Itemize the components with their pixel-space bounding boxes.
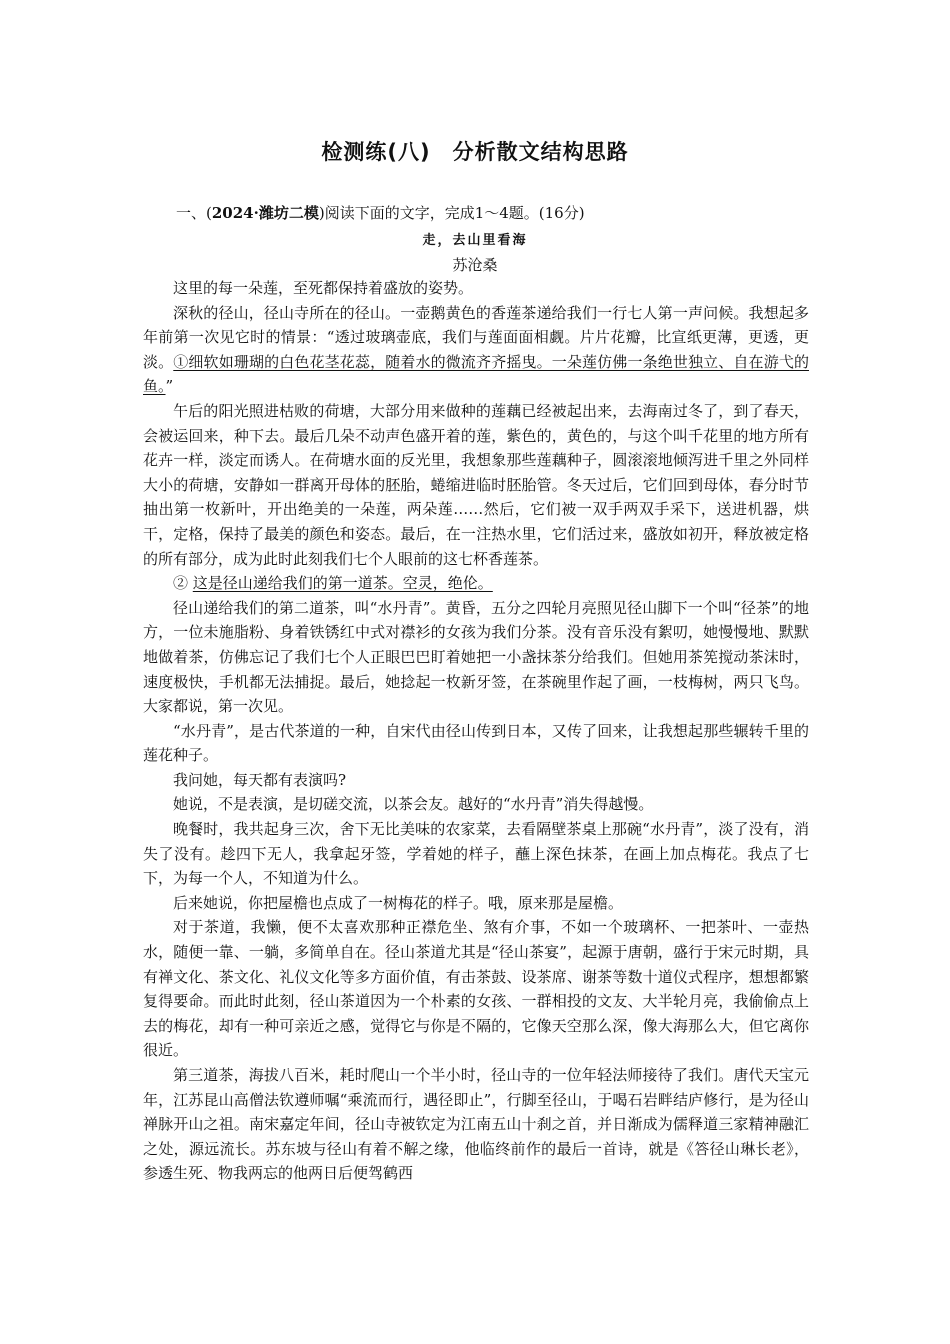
paragraph: 她说，不是表演，是切磋交流，以茶会友。越好的“水丹青”消失得越慢。 — [173, 795, 654, 814]
paragraph: 第三道茶，海拔八百米，耗时爬山一个半小时，径山寺的一位年轻法师接待了我们。唐代天宝元年，江苏昆山高僧法钦遵师嘱“乘流而行，遇径即止”，行脚至径山，于喝石岩畔结庐修行，是为径山禅脉开山之祖。南宋嘉定年间，径山寺被钦定为江南五山十刹之首，并日渐成为儒释道三家精神融汇之处，源远流长。苏东坡与径山有着不解之缘，他临终前作的最后一首诗，就是《答径山琳长老》，参透生死、物我两忘的他两日后便驾鹤西 — [143, 1066, 809, 1183]
sentence-number-2: ② — [173, 574, 193, 593]
article-body — [143, 276, 809, 1186]
closing-quote: ” — [165, 377, 174, 396]
paragraph: 午后的阳光照进枯败的荷塘，大部分用来做种的莲藕已经被起出来，去海南过冬了，到了春天，会被运回来，种下去。最后几朵不动声色盛开着的莲，紫色的，黄色的，与这个叫千花里的地方所有花卉一样，淡定而诱人。在荷塘水面的反光里，我想象那些莲藕种子，圆滚滚地倾泻进千里之外同样大小的荷塘，安静如一群离开母体的胚胎，蜷缩进临时胚胎管。冬天过后，它们回到母体，春分时节抽出第一枚新叶，开出绝美的一朵莲，两朵莲……然后，它们被一双手两双手采下，送进机器，烘干，定格，保持了最美的颜色和姿态。最后，在一注热水里，它们活过来，盛放如初开，释放被定格的所有部分，成为此时此刻我们七个人眼前的这七杯香莲茶。 — [143, 401, 809, 568]
paragraph: 对于茶道，我懒，便不太喜欢那种正襟危坐、煞有介事，不如一个玻璃杯、一把茶叶、一壶热水，随便一靠、一躺，多简单自在。径山茶道尤其是“径山茶宴”，起源于唐朝，盛行于宋元时期，具有禅文化、茶文化、礼仪文化等多方面价值，有击茶鼓、设茶席、谢茶等数十道仪式程序，想想都繁复得要命。而此时此刻，径山茶道因为一个朴素的女孩、一群相投的文友、大半轮月亮，我偷偷点上去的梅花，却有一种可亲近之感，觉得它与你是不隔的，它像天空那么深，像大海那么大，但它离你很近。 — [143, 918, 809, 1060]
intro-prefix: 一、( — [176, 204, 212, 222]
paragraph: 后来她说，你把屋檐也点成了一树梅花的样子。哦，原来那是屋檐。 — [173, 893, 624, 912]
intro-suffix: )阅读下面的文字，完成1～4题。(16分) — [318, 204, 585, 222]
paragraph-text: 深秋的径山，径山寺所在的径山。一壶鹅黄色的香莲茶递给我们一行七人第一声问候。我想起多年前第一次见它时的情景：“透过玻璃壶底，我们与莲面面相觑。片片花瓣，比宣纸更薄，更透，更淡。 — [143, 303, 809, 371]
article-author: 苏沧桑 — [452, 256, 498, 274]
paragraph: 径山递给我们的第二道茶，叫“水丹青”。黄昏，五分之四轮月亮照见径山脚下一个叫“径茶”的地方，一位未施脂粉、身着铁锈红中式对襟衫的女孩为我们分茶。没有音乐没有絮叨，她慢慢地、默默地做着茶，仿佛忘记了我们七个人正眼巴巴盯着她把一小盏抹茶分给我们。但她用茶筅搅动茶沫时，速度极快，手机都无法捕捉。最后，她捻起一枚新牙签，在茶碗里作起了画，一枝梅树，两只飞鸟。大家都说，第一次见。 — [143, 598, 809, 716]
paragraph: 这里的每一朵莲，至死都保持着盛放的姿势。 — [173, 279, 474, 297]
question-intro — [176, 203, 585, 223]
intro-source: 2024·潍坊二模 — [211, 204, 319, 222]
underlined-sentence-2: 这是径山递给我们的第一道茶。空灵，绝伦。 — [192, 574, 493, 593]
paragraph: 晚餐时，我共起身三次，舍下无比美味的农家菜，去看隔壁茶桌上那碗“水丹青”，淡了没有，消失了没有。趁四下无人，我拿起牙签，学着她的样子，蘸上深色抹茶，在画上加点梅花。我点了七下，为每一个人，不知道为什么。 — [143, 820, 809, 888]
paragraph: 我问她，每天都有表演吗? — [173, 770, 347, 789]
paragraph — [143, 301, 809, 399]
paragraph — [143, 571, 809, 596]
underlined-sentence-1: ①细软如珊瑚的白色花茎花蕊，随着水的微流齐齐摇曳。一朵莲仿佛一条绝世独立、自在游弋的鱼。 — [143, 352, 809, 396]
paragraph: “水丹青”，是古代茶道的一种，自宋代由径山传到日本，又传了回来，让我想起那些辗转千里的莲花种子。 — [143, 721, 809, 765]
page-title: 检测练(八) 分析散文结构思路 — [321, 140, 629, 164]
article-title: 走，去山里看海 — [422, 233, 528, 248]
